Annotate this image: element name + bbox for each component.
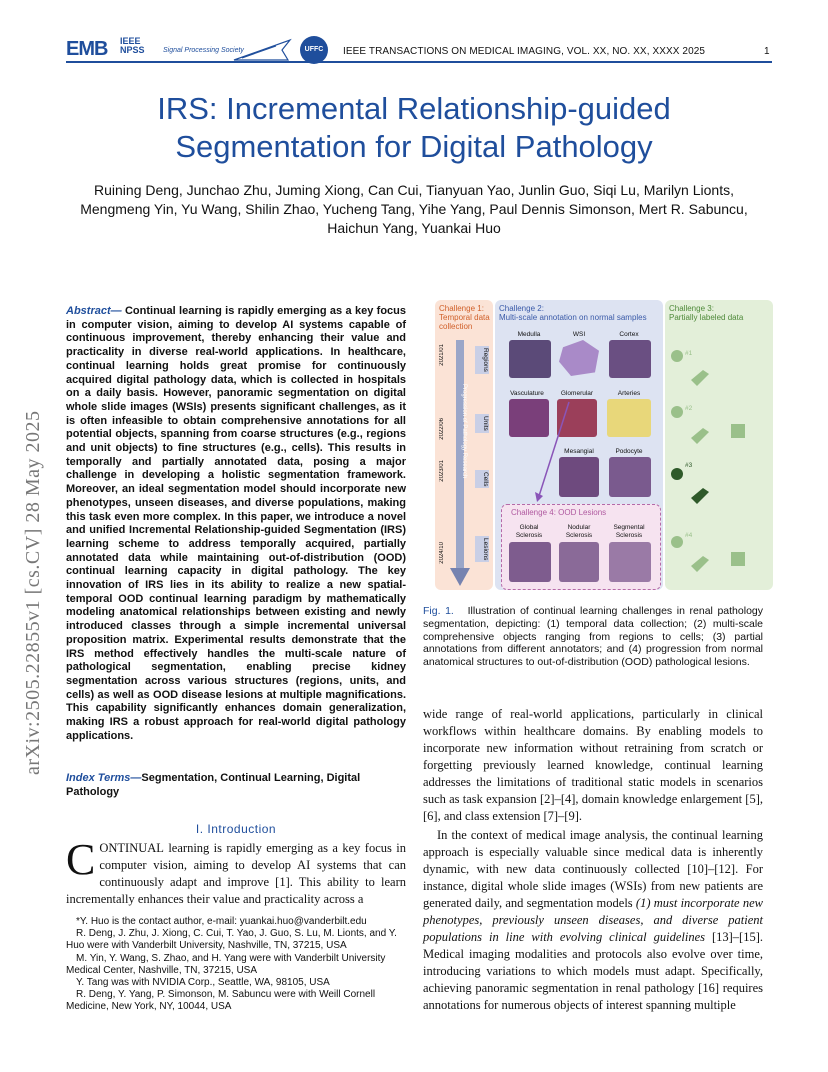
figure-1	[435, 300, 773, 592]
annotator-label: #1	[685, 350, 693, 357]
section-heading: I. Introduction	[195, 822, 277, 836]
annotator-label: #4	[685, 532, 693, 539]
emb-logo: EMB	[66, 38, 108, 60]
timeline-label: Progression of Pathology Research	[461, 384, 467, 479]
abstract-label: Abstract—	[66, 305, 122, 317]
nodular-sclerosis-tile	[559, 542, 599, 582]
date-label: 2022/06	[439, 418, 445, 440]
tile-label: Glomerular	[560, 390, 594, 397]
level-label: Lesions	[475, 536, 489, 562]
tile-label: Cortex	[619, 331, 639, 338]
tile-label: Global Sclerosis	[515, 524, 543, 539]
caption-text: Illustration of continual learning challenges in renal pathology segmentation, depicting: (1) temporal data collection; (2) multi-scale comprehensive objects ranging from regions to cells; (3) partial annotations from different annotators; and (4) progression from normal anatomical structures to out-of-distribution (OOD) pathological lesions.	[423, 605, 763, 669]
challenge1-title: Challenge 1: Temporal data collection	[439, 304, 490, 331]
author-list: Ruining Deng, Junchao Zhu, Juming Xiong, Can Cui, Tianyuan Yao, Junlin Guo, Siqi Lu, Marilyn Lionts, Mengmeng Yin, Yu Wang, Shilin Zhao, Yucheng Tang, Yihe Yang, Paul Dennis Simonson, Mert R. Sabuncu, Haichun Yang, Yuankai Huo	[80, 182, 748, 236]
medulla-tile	[509, 340, 551, 378]
right-column-text	[423, 706, 763, 1014]
ieee-npss-logo: IEEE NPSS	[120, 36, 145, 55]
page-number: 1	[764, 46, 770, 57]
cortex-tile	[609, 340, 651, 378]
drop-cap: C	[66, 835, 96, 884]
level-label: Units	[475, 414, 489, 433]
footnote: R. Deng, Y. Yang, P. Simonson, M. Sabuncu were with Weill Cornell Medicine, New York, NY, 10044, USA	[66, 989, 376, 1013]
abstract	[66, 305, 406, 744]
figure-label: Fig. 1.	[423, 605, 454, 617]
footnote: M. Yin, Y. Wang, S. Zhao, and H. Yang were with Vanderbilt University Medical Center, Nashville, TN, 37215, USA	[66, 952, 386, 976]
annotator-label: #2	[685, 405, 693, 412]
tile-label: Segmental Sclerosis	[613, 524, 645, 539]
tile-label: Nodular Sclerosis	[565, 524, 593, 539]
intro-lead: ONTINUAL	[99, 841, 164, 855]
arxiv-stamp: arXiv:2505.22855v1 [cs.CV] 28 May 2025	[22, 410, 44, 775]
tile-label: Vasculature	[510, 390, 544, 397]
paragraph	[423, 827, 763, 1014]
paper-title: IRS: Incremental Relationship-guided Segmentation for Digital Pathology	[157, 91, 671, 164]
airplane-logo-icon	[232, 36, 292, 64]
header-rule	[66, 61, 772, 63]
footnote: *Y. Huo is the contact author, e-mail: yuankai.huo@vanderbilt.edu	[76, 916, 367, 927]
level-label: Cells	[475, 470, 489, 488]
index-terms-text: Segmentation, Continual Learning, Digital Pathology	[66, 772, 361, 798]
tile-label: Mesangial	[564, 448, 594, 455]
ood-arrow-icon	[533, 400, 573, 504]
intro-text: learning is rapidly emerging as a key focus in computer vision, aiming to develop AI systems that can continuously adapt and improve [1]. This ability to learn incrementally enhances their value and practicality across a	[66, 841, 406, 906]
global-sclerosis-tile	[509, 542, 551, 582]
tile-label: Podocyte	[615, 448, 643, 455]
level-label: Regions	[475, 346, 489, 374]
tile-label: Medulla	[517, 331, 541, 338]
abstract-text: Continual learning is rapidly emerging as a key focus in computer vision, aiming to develop AI systems capable of continuous improvement, thereby enhancing their value and practicality in diverse real-world applications. In healthcare, continual learning holds great promise for continuously acquired digital pathology data, which is collected in hospitals on a daily basis. However, panoramic segmentation on digital whole slide images (WSIs) presents significant challenges, as it is often infeasible to obtain comprehensive annotations for all potential objects, spanning from coarse structures (e.g., regions and unit objects) to fine structures (e.g., cells). This results in temporally and partially annotated data, posing a major challenge in developing a holistic segmentation framework. Moreover, an ideal segmentation model should incorporate new phenotypes, unseen diseases, and diverse populations, making this task even more complex. In this paper, we introduce a novel and unified Incremental Relationship-guided Segmentation (IRS) learning scheme to address temporally acquired, partially annotated data while maintaining out-of-distribution (OOD) continual learning capacity in digital pathology. The key innovation of IRS lies in its ability to realize a new spatial-temporal OOD continual learning paradigm by mathematically modeling anatomical relationships between existing and newly introduced classes through a simple incremental universal proposition matrix. Experimental results demonstrate that the IRS method effectively handles the multi-scale nature of pathological segmentation, enabling precise kidney segmentation across various structures (regions, units, and cells) as well as OOD disease lesions at multiple magnifications. This capability significantly enhances domain generalization, making IRS a robust approach for real-world digital pathology applications.	[66, 305, 406, 742]
footnote: R. Deng, J. Zhu, J. Xiong, C. Cui, T. Yao, J. Guo, S. Lu, M. Lionts, and Y. Huo were with Vanderbilt University, Nashville, TN, 37215, USA	[66, 928, 397, 952]
index-terms	[66, 772, 406, 799]
podocyte-tile	[609, 457, 651, 497]
emphasis-text: (1) must incorporate new phenotypes, previously unseen diseases, and diverse patient populations in line with evolving clinical guidelines	[423, 896, 763, 944]
signal-processing-society-logo: Signal Processing Society	[163, 47, 244, 54]
date-label: 2023/01	[439, 460, 445, 482]
footnote: Y. Tang was with NVIDIA Corp., Seattle, WA, 98105, USA	[76, 977, 330, 989]
intro-paragraph	[66, 835, 406, 908]
challenge3-title: Challenge 3: Partially labeled data	[669, 304, 744, 322]
figure-caption	[423, 605, 763, 669]
challenge4-title: Challenge 4: OOD Lesions	[511, 508, 607, 517]
annotator-icons	[669, 346, 769, 576]
arteries-tile	[607, 399, 651, 437]
footnotes	[66, 916, 406, 1014]
date-label: 2021/01	[439, 344, 445, 366]
tile-label: WSI	[572, 331, 586, 338]
paragraph-text: [13]–[15]. Medical imaging modalities and protocols also evolve over time, introducing variations to which models must adapt. Specifically, achieving panoramic segmentation in renal pathology [16] requires annotations for numerous objects of interest spanning multiple	[423, 930, 763, 1012]
challenge2-title: Challenge 2: Multi-scale annotation on normal samples	[499, 304, 647, 322]
date-label: 2024/10	[439, 542, 445, 564]
tile-label: Arteries	[617, 390, 641, 397]
segmental-sclerosis-tile	[609, 542, 651, 582]
annotator-label: #3	[685, 462, 693, 469]
index-terms-label: Index Terms—	[66, 772, 142, 784]
journal-header: IEEE TRANSACTIONS ON MEDICAL IMAGING, VOL. XX, NO. XX, XXXX 2025	[343, 46, 706, 57]
uffc-logo: UFFC	[300, 36, 328, 64]
paragraph-text: In the context of medical image analysis, the continual learning approach is especially valuable since medical data is inherently dynamic, with new data continuously collected [10]–[12]. For instance, digital whole slide images (WSIs) from new patients are generated daily, and segmentation models	[423, 828, 763, 910]
paragraph: wide range of real-world applications, particularly in clinical workflows within healthcare domains. By enabling models to incorporate new information without retraining from scratch or forgetting previously learned knowledge, continual learning addresses the limitations of traditional static models in scenarios such as task expansion [2]–[4], domain knowledge enlargement [5], [6], and class extension [7]–[9].	[423, 707, 763, 823]
